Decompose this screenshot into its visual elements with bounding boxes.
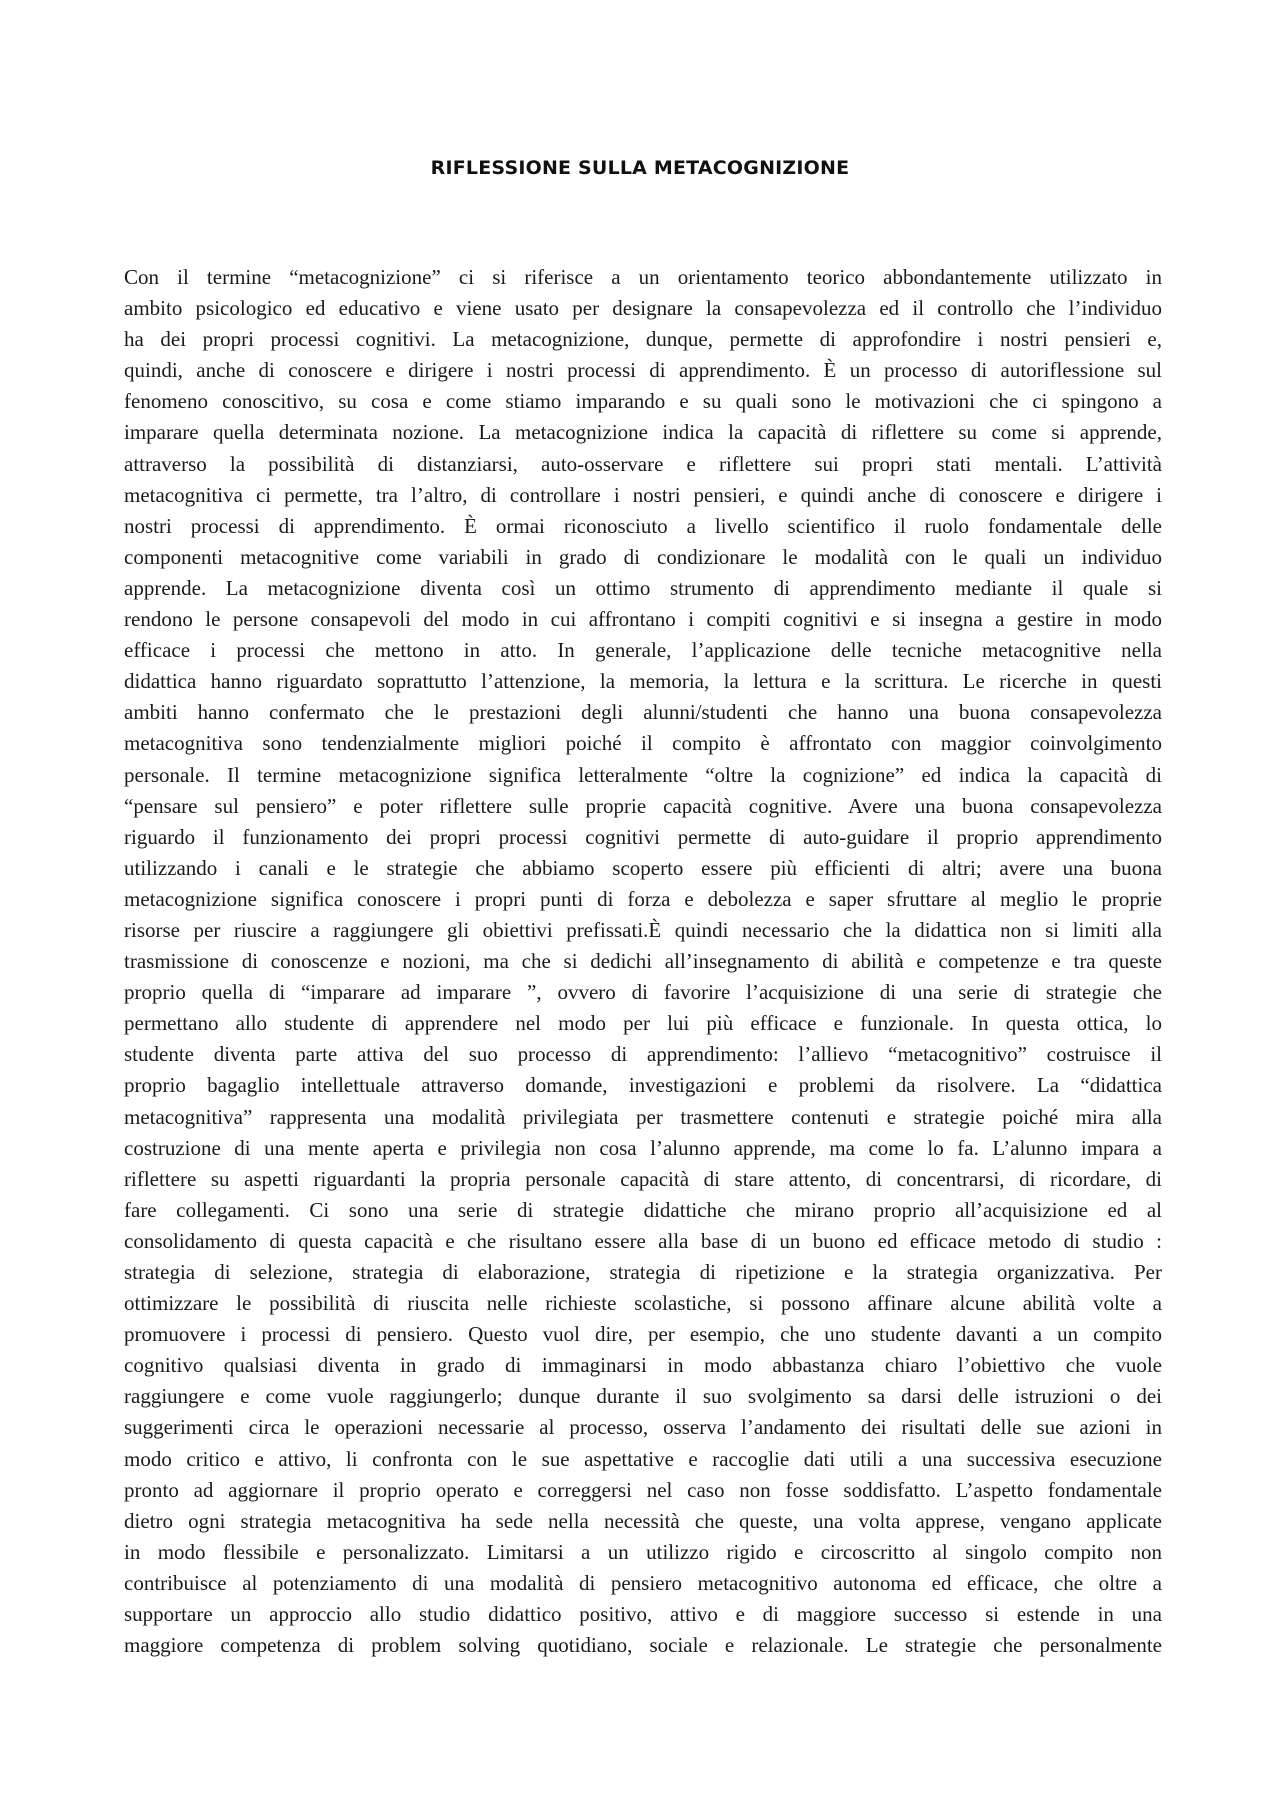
body-line: “pensare sul pensiero” e poter riflettere sulle proprie capacità cognitive. Avere una buona consapevolezza xyxy=(124,793,1162,818)
body-line: pronto ad aggiornare il proprio operato e correggersi nel caso non fosse soddisfatto. L’aspetto fondamentale xyxy=(124,1477,1162,1502)
body-line: attraverso la possibilità di distanziarsi, auto-osservare e riflettere sui propri stati mentali. L’attività xyxy=(124,451,1162,476)
body-line: Con il termine “metacognizione” ci si riferisce a un orientamento teorico abbondantemente utilizzato in xyxy=(124,265,1162,289)
body-line: ottimizzare le possibilità di riuscita nelle richieste scolastiche, si possono affinare alcune abilità volte a xyxy=(124,1291,1162,1316)
body-line: riguardo il funzionamento dei propri processi cognitivi permette di auto-guidare il proprio apprendimento xyxy=(124,824,1162,849)
body-line: supportare un approccio allo studio didattico positivo, attivo e di maggiore successo si estende in una xyxy=(124,1602,1162,1627)
body-line: apprende. La metacognizione diventa così un ottimo strumento di apprendimento mediante il quale si xyxy=(124,575,1162,600)
body-line: ambiti hanno confermato che le prestazioni degli alunni/studenti che hanno una buona consapevolezza xyxy=(124,700,1162,725)
body-line: imparare quella determinata nozione. La metacognizione indica la capacità di riflettere su come si apprende, xyxy=(124,420,1162,445)
body-line: utilizzando i canali e le strategie che abbiamo scoperto essere più efficienti di altri; avere una buona xyxy=(124,855,1162,880)
body-line: nostri processi di apprendimento. È ormai riconosciuto a livello scientifico il ruolo fondamentale delle xyxy=(124,513,1162,538)
body-line: dietro ogni strategia metacognitiva ha sede nella necessità che queste, una volta apprese, vengano applicate xyxy=(124,1508,1162,1533)
body-line: promuovere i processi di pensiero. Questo vuol dire, per esempio, che uno studente davanti a un compito xyxy=(124,1322,1162,1347)
body-line: didattica hanno riguardato soprattutto l’attenzione, la memoria, la lettura e la scrittura. Le ricerche in questi xyxy=(124,669,1162,694)
body-line: fenomeno conoscitivo, su cosa e come stiamo imparando e su quali sono le motivazioni che ci spingono a xyxy=(124,389,1162,414)
body-line: consolidamento di questa capacità e che risultano essere alla base di un buono ed efficace metodo di studio : xyxy=(124,1228,1162,1253)
body-line: modo critico e attivo, li confronta con le sue aspettative e raccoglie dati utili a una successiva esecuzione xyxy=(124,1446,1162,1471)
body-line: maggiore competenza di problem solving quotidiano, sociale e relazionale. Le strategie che personalmente xyxy=(124,1633,1162,1658)
body-line: metacognitiva sono tendenzialmente migliori poiché il compito è affrontato con maggior coinvolgimento xyxy=(124,731,1162,756)
body-line: rendono le persone consapevoli del modo in cui affrontano i compiti cognitivi e si insegna a gestire in modo xyxy=(124,607,1162,632)
body-line: metacognizione significa conoscere i propri punti di forza e debolezza e saper sfruttare al meglio le proprie xyxy=(124,886,1162,911)
body-line: metacognitiva ci permette, tra l’altro, di controllare i nostri pensieri, e quindi anche di conoscere e dirigere i xyxy=(124,482,1162,507)
body-line: componenti metacognitive come variabili in grado di condizionare le modalità con le quali un individuo xyxy=(124,544,1162,569)
body-line: suggerimenti circa le operazioni necessarie al processo, osserva l’andamento dei risultati delle sue azioni in xyxy=(124,1415,1162,1440)
body-line: quindi, anche di conoscere e dirigere i nostri processi di apprendimento. È un processo di autoriflessione sul xyxy=(124,358,1162,383)
body-line: risorse per riuscire a raggiungere gli obiettivi prefissati.È quindi necessario che la didattica non si limiti alla xyxy=(124,917,1162,942)
body-line: raggiungere e come vuole raggiungerlo; dunque durante il suo svolgimento sa darsi delle istruzioni o dei xyxy=(124,1384,1162,1409)
body-line: riflettere su aspetti riguardanti la propria personale capacità di stare attento, di concentrarsi, di ricordare, di xyxy=(124,1166,1162,1191)
body-line: costruzione di una mente aperta e privilegia non cosa l’alunno apprende, ma come lo fa. L’alunno impara a xyxy=(124,1135,1162,1160)
body-line: proprio bagaglio intellettuale attraverso domande, investigazioni e problemi da risolvere. La “didattica xyxy=(124,1073,1162,1098)
body-line: ha dei propri processi cognitivi. La metacognizione, dunque, permette di approfondire i nostri pensieri e, xyxy=(124,327,1162,352)
body-line: studente diventa parte attiva del suo processo di apprendimento: l’allievo “metacognitivo” costruisce il xyxy=(124,1042,1162,1067)
body-line: proprio quella di “imparare ad imparare ”, ovvero di favorire l’acquisizione di una serie di strategie che xyxy=(124,980,1162,1005)
body-line: trasmissione di conoscenze e nozioni, ma che si dedichi all’insegnamento di abilità e competenze e tra queste xyxy=(124,949,1162,974)
body-line: ambito psicologico ed educativo e viene usato per designare la consapevolezza ed il controllo che l’individuo xyxy=(124,296,1162,321)
body-line: cognitivo qualsiasi diventa in grado di immaginarsi in modo abbastanza chiaro l’obiettivo che vuole xyxy=(124,1353,1162,1378)
body-line: metacognitiva” rappresenta una modalità privilegiata per trasmettere contenuti e strategie poiché mira alla xyxy=(124,1104,1162,1129)
body-line: personale. Il termine metacognizione significa letteralmente “oltre la cognizione” ed indica la capacità di xyxy=(124,762,1162,787)
body-line: permettano allo studente di apprendere nel modo per lui più efficace e funzionale. In questa ottica, lo xyxy=(124,1011,1162,1036)
body-paragraph xyxy=(124,262,1162,1661)
body-line: in modo flessibile e personalizzato. Limitarsi a un utilizzo rigido e circoscritto al singolo compito non xyxy=(124,1539,1162,1564)
document-title: RIFLESSIONE SULLA METACOGNIZIONE xyxy=(430,157,850,179)
body-line: efficace i processi che mettono in atto. In generale, l’applicazione delle tecniche metacognitive nella xyxy=(124,638,1162,663)
body-line: fare collegamenti. Ci sono una serie di strategie didattiche che mirano proprio all’acquisizione ed al xyxy=(124,1197,1162,1222)
body-line: strategia di selezione, strategia di elaborazione, strategia di ripetizione e la strategia organizzativa. Per xyxy=(124,1260,1162,1284)
body-line: contribuisce al potenziamento di una modalità di pensiero metacognitivo autonoma ed efficace, che oltre a xyxy=(124,1570,1162,1595)
